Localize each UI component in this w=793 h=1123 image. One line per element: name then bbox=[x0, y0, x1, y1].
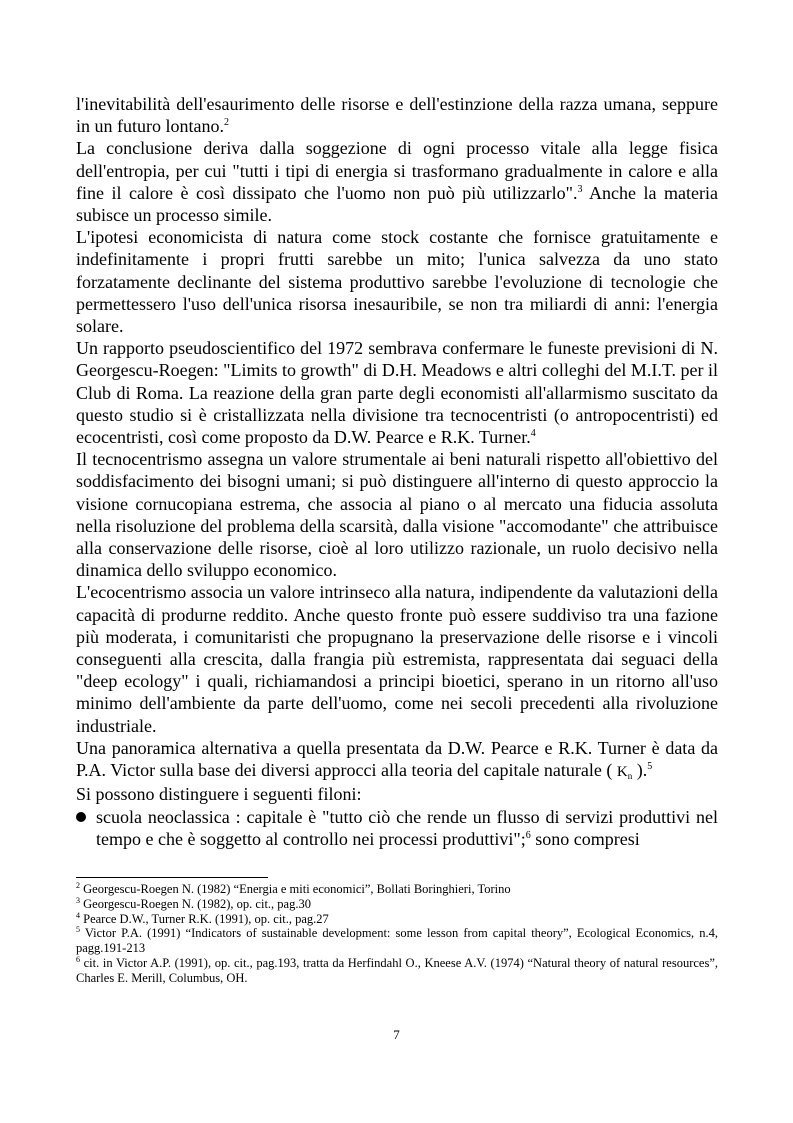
footnote-2: $^2$ Georgescu-Roegen N. (1982) “Energia e miti economici”, Bollati Boringhieri, Torino bbox=[76, 881, 511, 896]
footnote-ref-3: 3 bbox=[577, 183, 583, 195]
paragraph-filoni-intro: Si possono distinguere i seguenti filoni: bbox=[76, 784, 362, 805]
paragraph-natural-capital: Una panoramica alternativa a quella presentata da D.W. Pearce e R.K. Turner è data da P.A. Victor sulla base dei diversi approcci alla teoria del capitale naturale ( $K_n$ ).$^5$ bbox=[76, 737, 718, 782]
footnote-ref-5: 5 bbox=[647, 761, 653, 773]
page-body bbox=[76, 93, 718, 850]
natural-capital-symbol: $K_n$ bbox=[616, 764, 633, 782]
paragraph-2: La conclusione deriva dalla soggezione di ogni processo vitale alla legge fisica dell'entropia, per cui "tutti i tipi di energia si trasformano gradualmente in calore e alla fine il calore è così dissipato che l'uomo non può più utilizzarlo".$^3$ Anche la materia subisce un processo simile. bbox=[76, 138, 718, 226]
footnote-divider bbox=[76, 877, 268, 878]
footnote-ref-6: 6 bbox=[525, 829, 531, 841]
footnote-5: $^5$ Victor P.A. (1991) “Indicators of sustainable development: some lesson from capital theory”, Ecological Economics, n.4, pagg.191-213 bbox=[76, 925, 718, 956]
bullet-icon bbox=[76, 812, 86, 822]
footnote-ref-4: 4 bbox=[530, 428, 536, 440]
footnote-3: $^3$ Georgescu-Roegen N. (1982), op. cit., pag.30 bbox=[76, 895, 311, 911]
paragraph-1: l'inevitabilità dell'esaurimento delle risorse e dell'estinzione della razza umana, seppure in un futuro lontano.$^2$ bbox=[76, 94, 718, 137]
footnote-6: $^6$ cit. in Victor A.P. (1991), op. cit., pag.193, tratta da Herfindahl O., Kneese A.V. (1974) “Natural theory of natural resources”, Charles E. Merill, Columbus, OH. bbox=[76, 954, 718, 985]
footnote-ref-2: 2 bbox=[223, 117, 229, 129]
footnotes bbox=[76, 882, 718, 986]
paragraph-4: Un rapporto pseudoscientifico del 1972 sembrava confermare le funeste previsioni di N. Georgescu-Roegen: "Limits to growth" di D.H. Meadows e altri colleghi del M.I.T. per il Club di Roma. La reazione della gran parte degli economisti all'allarmismo suscitato da questo studio si è cristallizzata nella divisione tra tecnocentristi (o antropocentristi) ed ecocentristi, così come proposto da D.W. Pearce e R.K. Turner.$^4$ bbox=[76, 338, 718, 448]
paragraph-3: L'ipotesi economicista di natura come stock costante che fornisce gratuitamente e indefinitamente i propri frutti sarebbe un mito; l'unica salvezza da uno stato forzatamente declinante del sistema produttivo sarebbe l'evoluzione di tecnologie che permettessero l'uso dell'unica risorsa inesauribile, se non tra miliardi di anni: l'energia solare. bbox=[76, 227, 718, 337]
paragraph-6: L'ecocentrismo associa un valore intrinseco alla natura, indipendente da valutazioni della capacità di produrne reddito. Anche questo fronte può essere suddiviso tra una fazione più moderata, i comunitaristi che propugnano la preservazione delle risorse e i vincoli conseguenti alla crescita, dalla frangia più estremista, rappresentata dai seguaci della "deep ecology" i quali, richiamandosi a principi bioetici, sperano in un ritorno all'uso minimo dell'ambiente da parte dell'uomo, come nei secoli precedenti alla rivoluzione industriale. bbox=[76, 582, 718, 736]
paragraph-5: Il tecnocentrismo assegna un valore strumentale ai beni naturali rispetto all'obiettivo del soddisfacimento dei bisogni umani; si può distinguere all'interno di questo approccio la visione cornucopiana estrema, che associa al piano o al mercato una fiducia assoluta nella risoluzione del problema della scarsità, dalla visione "accomodante" che attribuisce alla conservazione delle risorse, cioè al loro utilizzo razionale, un ruolo decisivo nella dinamica dello sviluppo economico. bbox=[76, 449, 718, 581]
page-number: 7 bbox=[393, 1027, 400, 1042]
footnote-4: $^4$ Pearce D.W., Turner R.K. (1991), op. cit., pag.27 bbox=[76, 910, 329, 926]
filoni-list bbox=[76, 806, 718, 850]
list-item: scuola neoclassica : capitale è "tutto ciò che rende un flusso di servizi produttivi nel tempo e che è soggetto al controllo nei processi produttivi";$^6$ sono compresi bbox=[76, 806, 718, 850]
